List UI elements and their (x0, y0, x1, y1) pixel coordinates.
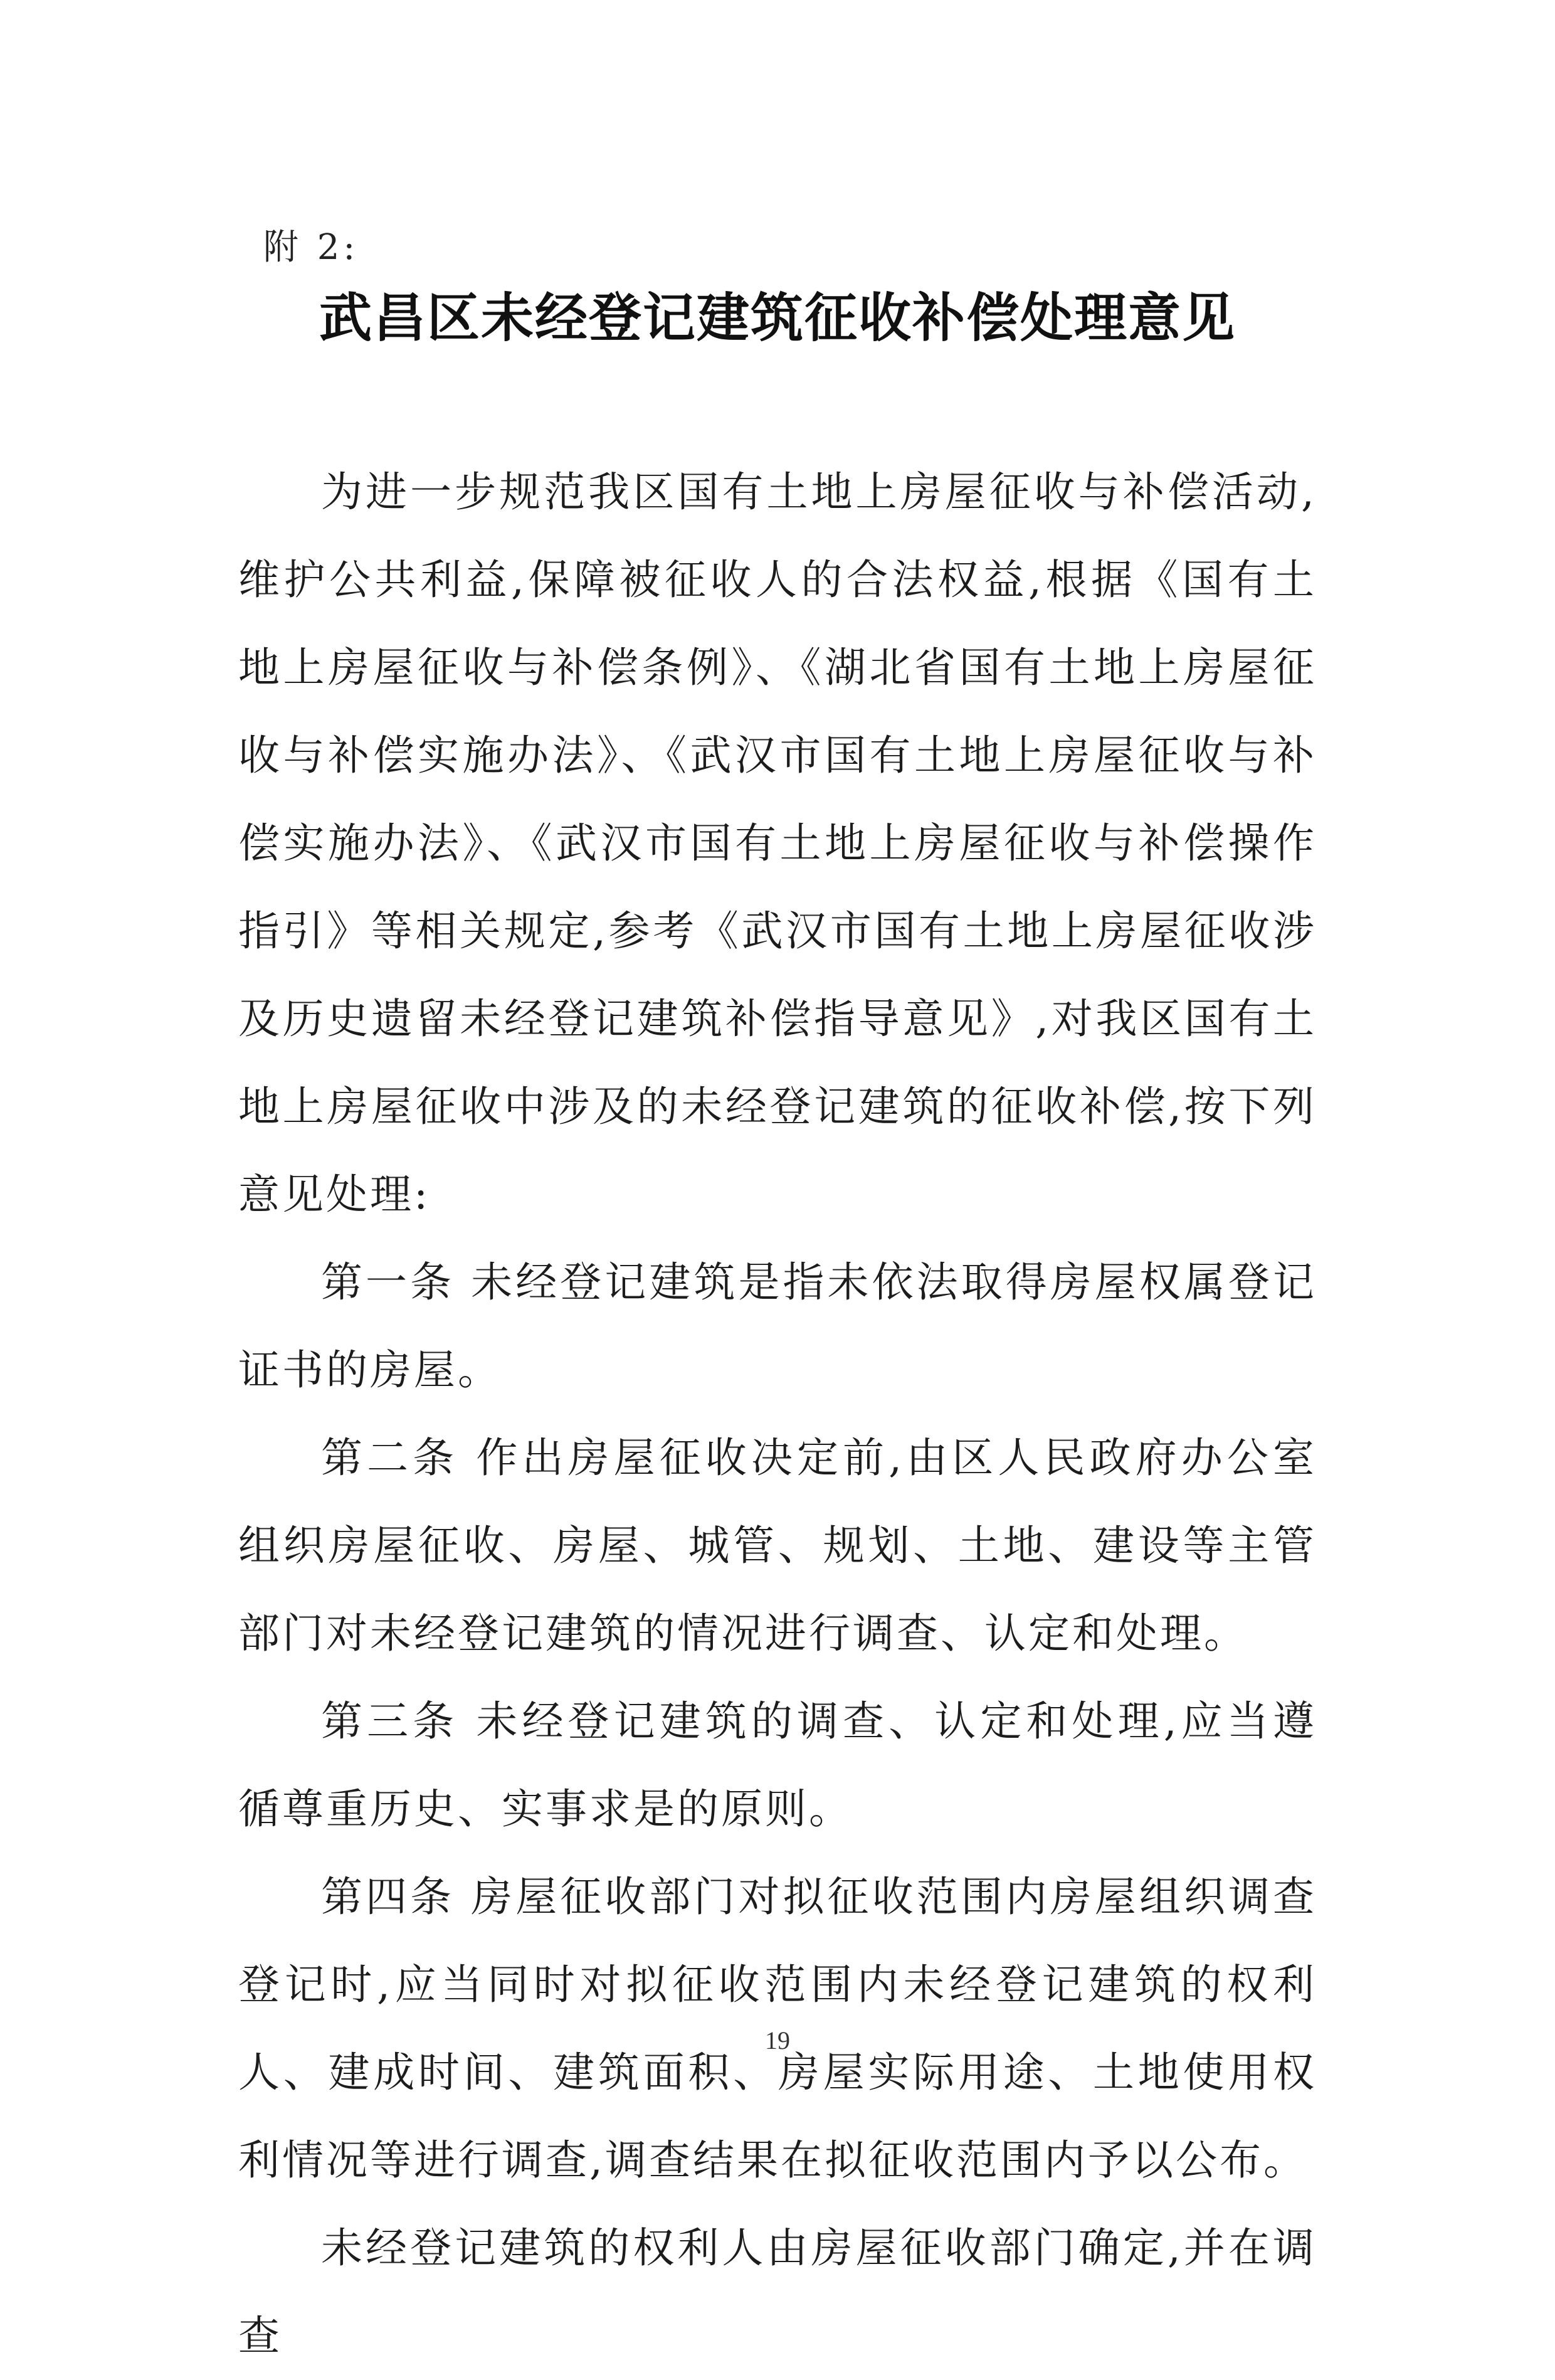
paragraph-article-4: 第四条 房屋征收部门对拟征收范围内房屋组织调查登记时,应当同时对拟征收范围内未经登记建筑的权利人、建成时间、建筑面积、房屋实际用途、土地使用权利情况等进行调查,调查结果在拟征收范围内予以公布。 (238, 1873, 1317, 2184)
paragraph-article-4-continued: 未经登记建筑的权利人由房屋征收部门确定,并在调查 (238, 2224, 1317, 2360)
paragraph-article-2: 第二条 作出房屋征收决定前,由区人民政府办公室组织房屋征收、房屋、城管、规划、土地、建设等主管部门对未经登记建筑的情况进行调查、认定和处理。 (238, 1434, 1317, 1658)
paragraph-article-1: 第一条 未经登记建筑是指未依法取得房屋权属登记证书的房屋。 (238, 1258, 1317, 1394)
attachment-label: 附 2: (263, 227, 359, 268)
page-number: 19 (765, 2026, 790, 2055)
paragraph-intro: 为进一步规范我区国有土地上房屋征收与补偿活动,维护公共利益,保障被征收人的合法权益,根据《国有土地上房屋征收与补偿条例》、《湖北省国有土地上房屋征收与补偿实施办法》、《武汉市国有土地上房屋征收与补偿实施办法》、《武汉市国有土地上房屋征收与补偿操作指引》等相关规定,参考《武汉市国有土地上房屋征收涉及历史遗留未经登记建筑补偿指导意见》,对我区国有土地上房屋征收中涉及的未经登记建筑的征收补偿,按下列意见处理: (238, 468, 1317, 1219)
document-title: 武昌区未经登记建筑征收补偿处理意见 (319, 287, 1236, 349)
paragraph-article-3: 第三条 未经登记建筑的调查、认定和处理,应当遵循尊重历史、实事求是的原则。 (238, 1697, 1317, 1833)
document-body (238, 448, 1317, 2380)
